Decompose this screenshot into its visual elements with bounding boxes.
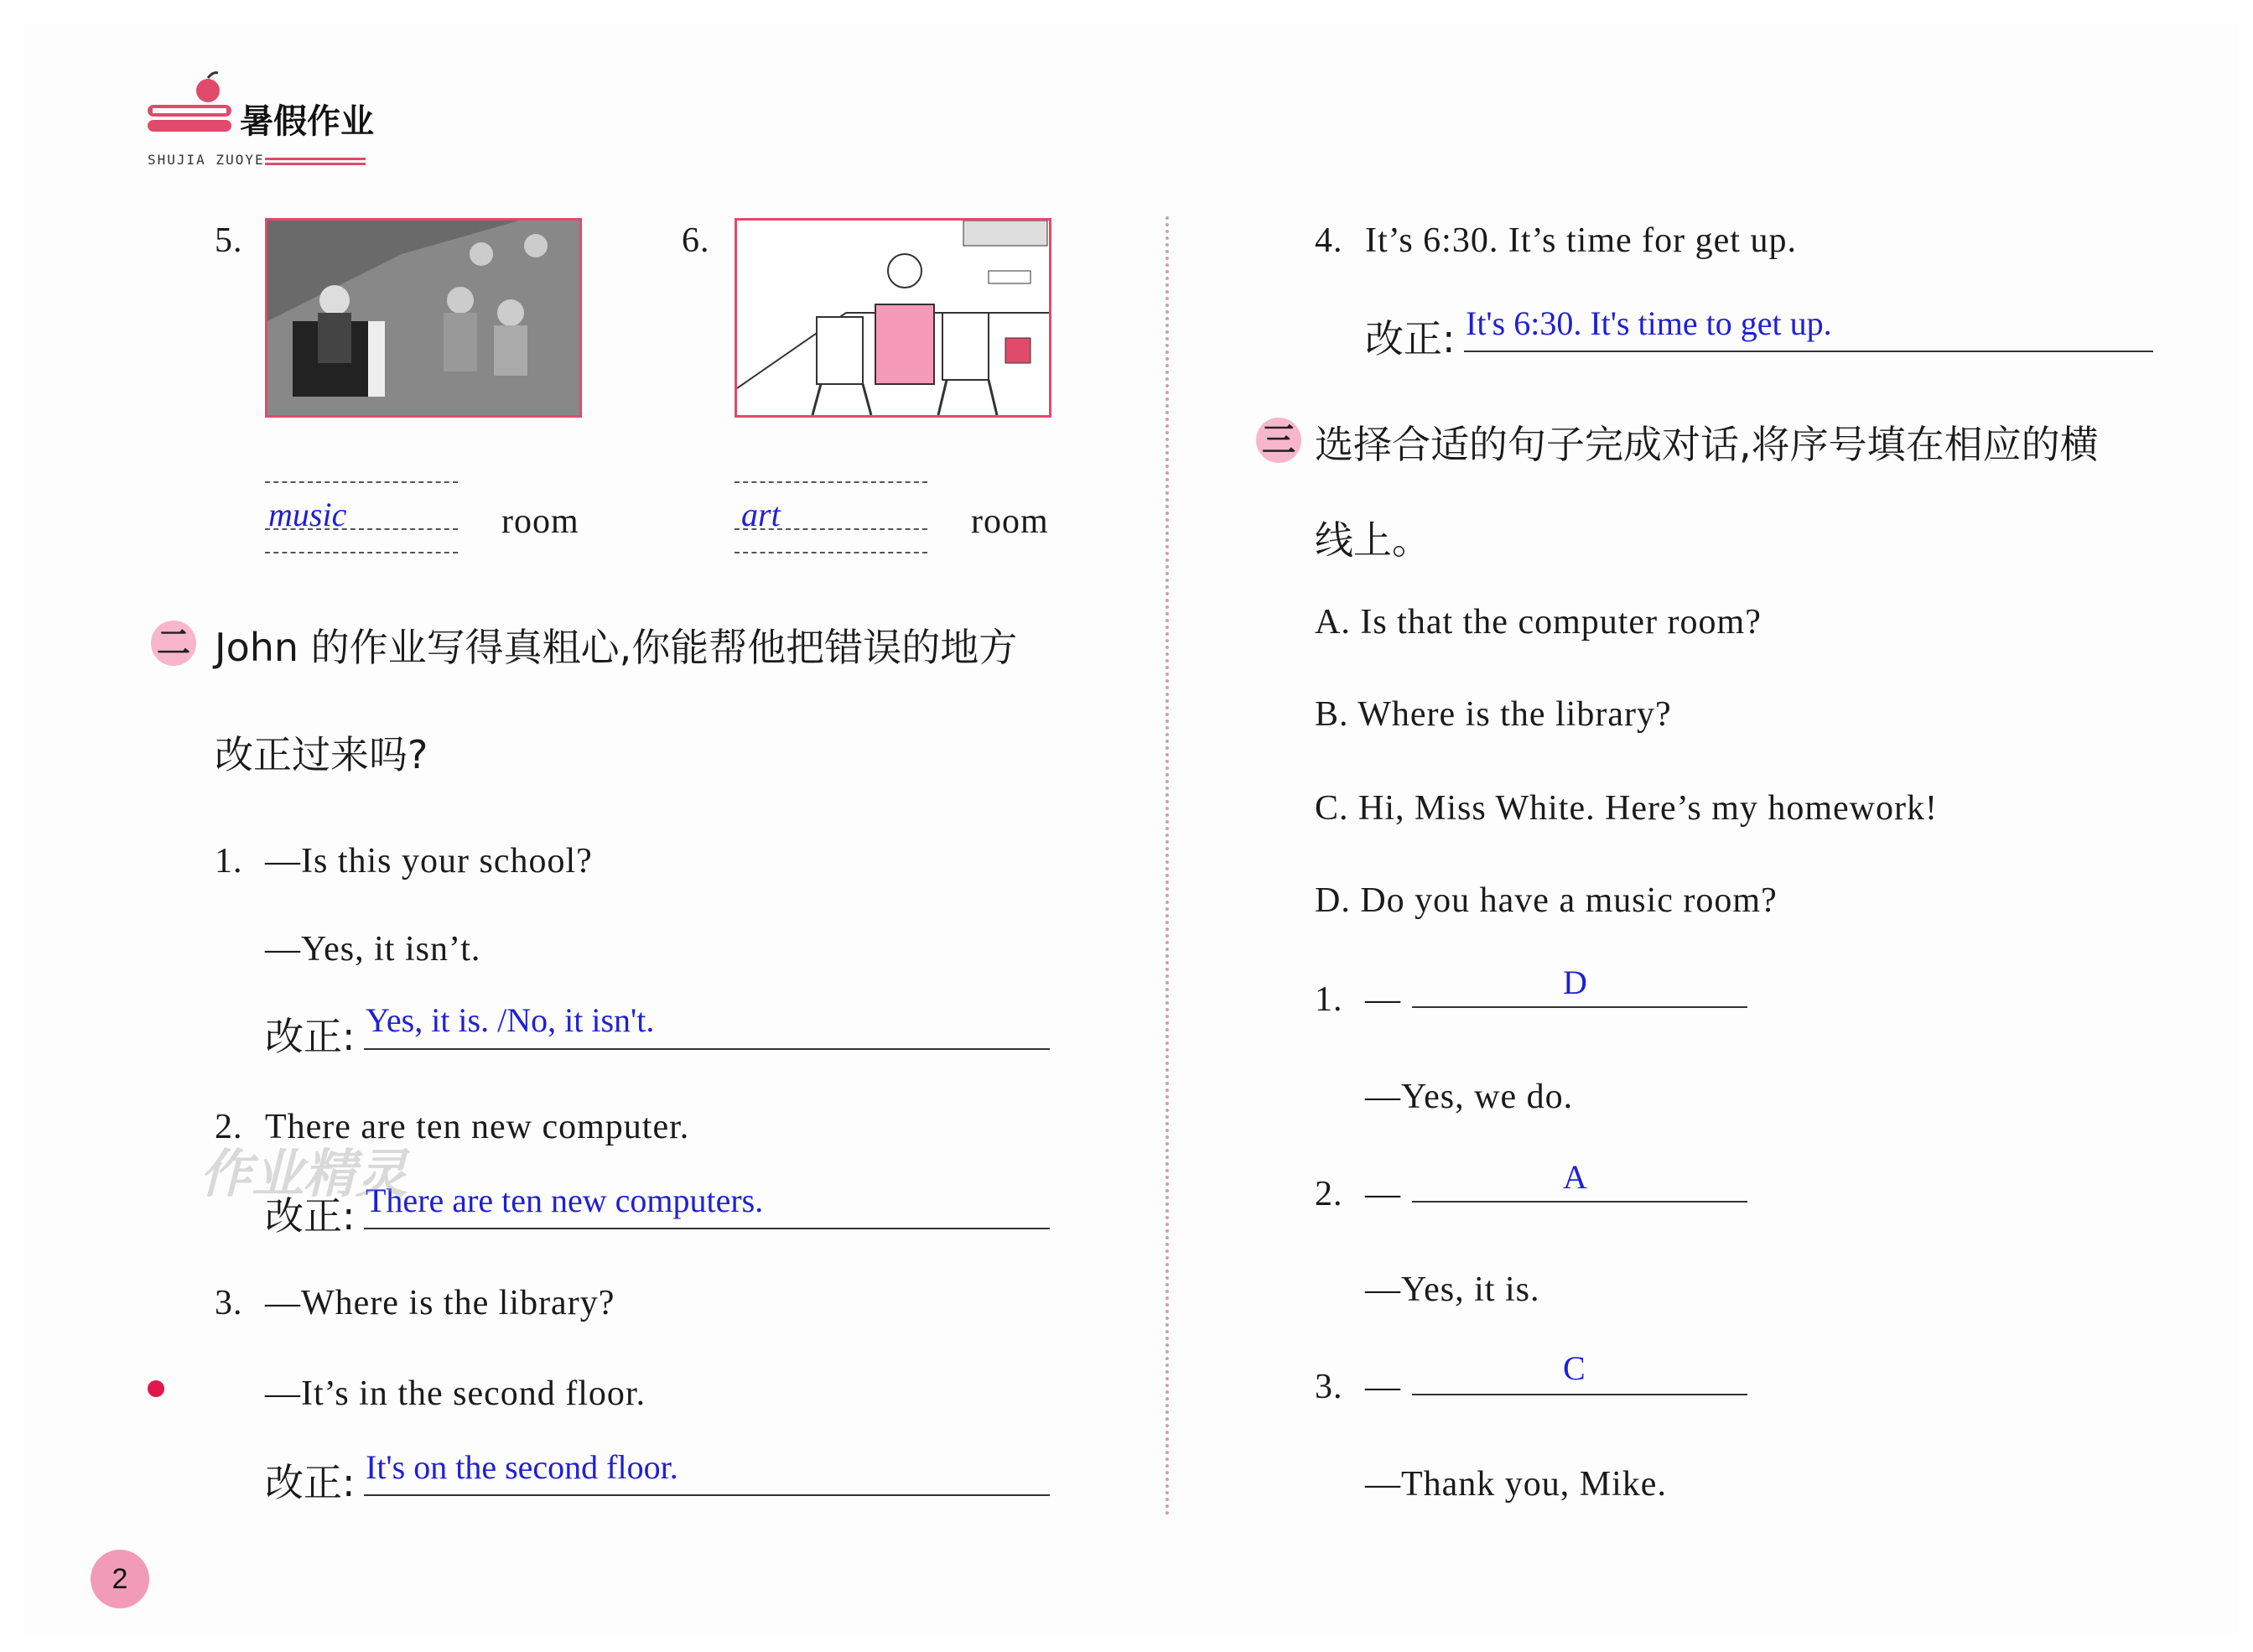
music-room-illustration	[265, 218, 582, 418]
dialog-answer: C	[1563, 1349, 1586, 1387]
picture-suffix: room	[971, 502, 1049, 541]
option-c: C. Hi, Miss White. Here’s my homework!	[1315, 789, 1938, 828]
dialog-dash: —	[1365, 1175, 1401, 1213]
answer-line	[735, 552, 927, 553]
dialog-reply: —Thank you, Mike.	[1365, 1465, 1667, 1504]
dialog-reply: —Yes, it is.	[1365, 1270, 1540, 1309]
dialog-answer: D	[1563, 964, 1587, 1001]
dialog-number: 2.	[1315, 1175, 1343, 1213]
answer-line	[265, 528, 458, 530]
question-text: —Yes, it isn’t.	[265, 930, 481, 969]
page-number-badge	[91, 1550, 149, 1608]
picture-suffix: room	[501, 502, 579, 541]
option-a: A. Is that the computer room?	[1315, 603, 1762, 642]
section-title: John 的作业写得真粗心,你能帮他把错误的地方	[215, 625, 1018, 670]
answer-underline	[364, 1048, 1050, 1050]
option-b: B. Where is the library?	[1315, 695, 1672, 734]
question-number: 1.	[215, 842, 243, 881]
answer-underline	[364, 1494, 1050, 1496]
answer-underline	[364, 1228, 1050, 1229]
brand-pinyin: SHUJIA ZUOYE	[148, 152, 265, 168]
section-title-cont: 线上。	[1315, 517, 1430, 563]
answer-underline	[1412, 1394, 1747, 1395]
dialog-number: 3.	[1315, 1368, 1343, 1406]
brand-title: 暑假作业	[240, 102, 374, 141]
question-text: There are ten new computer.	[265, 1108, 690, 1146]
question-number: 3.	[215, 1284, 243, 1322]
section-badge: 三	[1256, 418, 1301, 463]
picture-item-number: 6.	[682, 221, 710, 260]
page-number: 2	[112, 1563, 128, 1595]
question-text: —Where is the library?	[265, 1284, 615, 1322]
answer-underline	[1464, 351, 2153, 352]
question-text: —It’s in the second floor.	[265, 1374, 646, 1413]
answer-underline	[1412, 1006, 1747, 1008]
book-apple-icon	[141, 70, 241, 145]
answer-line	[265, 552, 458, 553]
dialog-answer: A	[1563, 1158, 1587, 1196]
correction-label: 改正:	[265, 1014, 356, 1059]
dialog-dash: —	[1365, 980, 1401, 1019]
dialog-reply: —Yes, we do.	[1365, 1078, 1574, 1116]
answer-underline	[1412, 1201, 1747, 1203]
answer-line	[735, 528, 927, 530]
answer-line	[735, 481, 927, 483]
picture-answer-art: art	[741, 496, 781, 533]
brand-underline	[265, 158, 366, 165]
brand-logo	[141, 70, 392, 179]
answer-line	[265, 481, 458, 483]
correction-answer: There are ten new computers.	[366, 1182, 764, 1219]
correction-answer: It's on the second floor.	[366, 1448, 678, 1486]
page-divider	[1165, 216, 1169, 1516]
dialog-dash: —	[1365, 1368, 1401, 1406]
dialog-number: 1.	[1315, 980, 1343, 1019]
picture-answer-music: music	[268, 496, 347, 533]
correction-label: 改正:	[265, 1460, 356, 1505]
red-dot	[148, 1380, 164, 1397]
section-title-cont: 改正过来吗?	[215, 732, 428, 777]
question-text: —Is this your school?	[265, 842, 593, 881]
section-title: 选择合适的句子完成对话,将序号填在相应的横	[1315, 422, 2099, 467]
workbook-page	[23, 23, 2237, 1634]
option-d: D. Do you have a music room?	[1315, 881, 1778, 920]
correction-label: 改正:	[1365, 316, 1456, 361]
question-number: 4.	[1315, 221, 1343, 260]
correction-answer: It's 6:30. It's time to get up.	[1466, 304, 1832, 342]
watermark: 作业精灵	[200, 1143, 408, 1204]
section-badge: 二	[151, 621, 196, 666]
correction-label: 改正:	[265, 1193, 356, 1239]
question-text: It’s 6:30. It’s time for get up.	[1365, 221, 1797, 260]
correction-answer: Yes, it is. /No, it isn't.	[366, 1001, 655, 1039]
picture-item-number: 5.	[215, 221, 243, 260]
art-room-illustration	[735, 218, 1051, 418]
question-number: 2.	[215, 1108, 243, 1146]
